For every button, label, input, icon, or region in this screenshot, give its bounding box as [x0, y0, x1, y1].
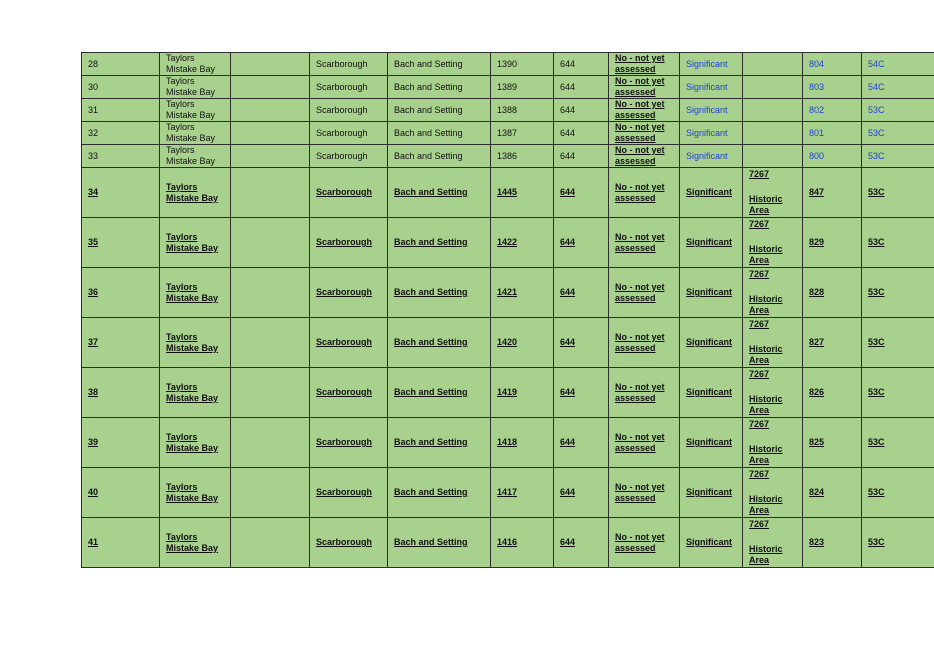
cell-planning-map: 53C: [862, 145, 934, 168]
cell-planning-map: 53C: [862, 518, 934, 568]
cell-locality: Taylors Mistake Bay: [160, 268, 231, 318]
cell-significance: Significant: [680, 418, 743, 468]
cell-map-number: 644: [554, 318, 609, 368]
cell-heritage-area: [743, 145, 803, 168]
cell-significance: Significant: [680, 168, 743, 218]
cell-id: 38: [82, 368, 160, 418]
cell-heritage-type: Bach and Setting: [388, 268, 491, 318]
cell-id: 31: [82, 99, 160, 122]
cell-planning-map: 53C: [862, 99, 934, 122]
cell-planning-map: 53C: [862, 368, 934, 418]
cell-map-number: 644: [554, 268, 609, 318]
cell-id: 33: [82, 145, 160, 168]
cell-planning-map: 53C: [862, 122, 934, 145]
cell-significance: Significant: [680, 368, 743, 418]
cell-suburb: Scarborough: [310, 418, 388, 468]
cell-map-number: 644: [554, 218, 609, 268]
cell-id: 37: [82, 318, 160, 368]
cell-planning-map: 53C: [862, 318, 934, 368]
cell-locality: Taylors Mistake Bay: [160, 99, 231, 122]
table-row: [82, 218, 934, 268]
cell-planning-map: 53C: [862, 218, 934, 268]
table-row: [82, 145, 934, 168]
table-row: [82, 518, 934, 568]
table-row: [82, 418, 934, 468]
cell-id: 34: [82, 168, 160, 218]
cell-map-number: 644: [554, 418, 609, 468]
cell-blank: [231, 53, 310, 76]
cell-blank: [231, 418, 310, 468]
cell-blank: [231, 268, 310, 318]
cell-suburb: Scarborough: [310, 368, 388, 418]
cell-assessment-status: No - not yet assessed: [609, 168, 680, 218]
cell-locality: Taylors Mistake Bay: [160, 468, 231, 518]
cell-heritage-area: [743, 368, 803, 418]
cell-locality: Taylors Mistake Bay: [160, 53, 231, 76]
cell-suburb: Scarborough: [310, 76, 388, 99]
cell-heritage-type: Bach and Setting: [388, 145, 491, 168]
cell-id: 28: [82, 53, 160, 76]
table-row: [82, 99, 934, 122]
cell-suburb: Scarborough: [310, 53, 388, 76]
cell-significance: Significant: [680, 218, 743, 268]
cell-suburb: Scarborough: [310, 145, 388, 168]
cell-blank: [231, 368, 310, 418]
cell-blank: [231, 518, 310, 568]
cell-significance: Significant: [680, 53, 743, 76]
table-row: [82, 53, 934, 76]
heritage-area-label: Historic Area: [749, 194, 783, 215]
cell-heritage-area: [743, 99, 803, 122]
table-row: [82, 368, 934, 418]
cell-locality: Taylors Mistake Bay: [160, 76, 231, 99]
table-row: [82, 268, 934, 318]
cell-planning-map: 54C: [862, 76, 934, 99]
cell-heritage-type: Bach and Setting: [388, 468, 491, 518]
cell-reference: 1417: [491, 468, 554, 518]
cell-heritage-type: Bach and Setting: [388, 76, 491, 99]
cell-heritage-type: Bach and Setting: [388, 218, 491, 268]
heritage-number: 7267: [749, 169, 770, 179]
cell-blank: [231, 145, 310, 168]
cell-reference: 1387: [491, 122, 554, 145]
cell-locality: Taylors Mistake Bay: [160, 518, 231, 568]
cell-significance: Significant: [680, 318, 743, 368]
cell-item-number: 804: [803, 53, 862, 76]
heritage-area-label: Historic Area: [749, 294, 783, 315]
cell-item-number: 803: [803, 76, 862, 99]
heritage-schedule-table: [81, 52, 934, 568]
cell-suburb: Scarborough: [310, 318, 388, 368]
cell-reference: 1390: [491, 53, 554, 76]
cell-planning-map: 53C: [862, 268, 934, 318]
heritage-number: 7267: [749, 369, 770, 379]
cell-reference: 1389: [491, 76, 554, 99]
cell-item-number: 827: [803, 318, 862, 368]
cell-heritage-area: [743, 518, 803, 568]
cell-heritage-area: [743, 218, 803, 268]
cell-assessment-status: No - not yet assessed: [609, 418, 680, 468]
cell-reference: 1445: [491, 168, 554, 218]
cell-assessment-status: No - not yet assessed: [609, 53, 680, 76]
cell-heritage-type: Bach and Setting: [388, 368, 491, 418]
cell-item-number: 826: [803, 368, 862, 418]
cell-item-number: 800: [803, 145, 862, 168]
cell-locality: Taylors Mistake Bay: [160, 318, 231, 368]
heritage-number: 7267: [749, 419, 770, 429]
cell-heritage-area: [743, 168, 803, 218]
cell-item-number: 801: [803, 122, 862, 145]
cell-significance: Significant: [680, 76, 743, 99]
cell-item-number: 824: [803, 468, 862, 518]
cell-heritage-area: [743, 268, 803, 318]
heritage-number: 7267: [749, 469, 770, 479]
cell-suburb: Scarborough: [310, 99, 388, 122]
heritage-area-label: Historic Area: [749, 444, 783, 465]
cell-map-number: 644: [554, 518, 609, 568]
cell-heritage-area: [743, 468, 803, 518]
cell-map-number: 644: [554, 76, 609, 99]
cell-heritage-type: Bach and Setting: [388, 318, 491, 368]
heritage-number: 7267: [749, 319, 770, 329]
cell-reference: 1421: [491, 268, 554, 318]
cell-heritage-type: Bach and Setting: [388, 518, 491, 568]
cell-item-number: 847: [803, 168, 862, 218]
table-row: [82, 76, 934, 99]
cell-reference: 1418: [491, 418, 554, 468]
cell-assessment-status: No - not yet assessed: [609, 468, 680, 518]
heritage-number: 7267: [749, 219, 770, 229]
cell-item-number: 829: [803, 218, 862, 268]
cell-item-number: 802: [803, 99, 862, 122]
cell-blank: [231, 168, 310, 218]
cell-heritage-area: [743, 53, 803, 76]
cell-assessment-status: No - not yet assessed: [609, 218, 680, 268]
cell-map-number: 644: [554, 368, 609, 418]
table-row: [82, 122, 934, 145]
cell-heritage-type: Bach and Setting: [388, 53, 491, 76]
cell-locality: Taylors Mistake Bay: [160, 368, 231, 418]
cell-significance: Significant: [680, 122, 743, 145]
cell-suburb: Scarborough: [310, 518, 388, 568]
cell-heritage-area: [743, 76, 803, 99]
table-row: [82, 168, 934, 218]
cell-assessment-status: No - not yet assessed: [609, 99, 680, 122]
cell-suburb: Scarborough: [310, 268, 388, 318]
cell-heritage-area: [743, 418, 803, 468]
cell-map-number: 644: [554, 468, 609, 518]
cell-reference: 1422: [491, 218, 554, 268]
cell-reference: 1419: [491, 368, 554, 418]
cell-suburb: Scarborough: [310, 468, 388, 518]
table-body: [82, 53, 934, 568]
cell-locality: Taylors Mistake Bay: [160, 122, 231, 145]
cell-blank: [231, 218, 310, 268]
cell-blank: [231, 76, 310, 99]
cell-id: 39: [82, 418, 160, 468]
cell-heritage-area: [743, 318, 803, 368]
heritage-number: 7267: [749, 269, 770, 279]
cell-assessment-status: No - not yet assessed: [609, 122, 680, 145]
cell-locality: Taylors Mistake Bay: [160, 145, 231, 168]
cell-id: 40: [82, 468, 160, 518]
cell-heritage-type: Bach and Setting: [388, 99, 491, 122]
cell-locality: Taylors Mistake Bay: [160, 168, 231, 218]
cell-assessment-status: No - not yet assessed: [609, 518, 680, 568]
cell-significance: Significant: [680, 518, 743, 568]
cell-reference: 1388: [491, 99, 554, 122]
cell-map-number: 644: [554, 168, 609, 218]
cell-id: 32: [82, 122, 160, 145]
cell-assessment-status: No - not yet assessed: [609, 318, 680, 368]
heritage-number: 7267: [749, 519, 770, 529]
cell-planning-map: 53C: [862, 468, 934, 518]
cell-suburb: Scarborough: [310, 168, 388, 218]
cell-heritage-type: Bach and Setting: [388, 122, 491, 145]
cell-item-number: 828: [803, 268, 862, 318]
cell-map-number: 644: [554, 53, 609, 76]
cell-id: 30: [82, 76, 160, 99]
cell-blank: [231, 468, 310, 518]
cell-map-number: 644: [554, 99, 609, 122]
cell-significance: Significant: [680, 468, 743, 518]
cell-assessment-status: No - not yet assessed: [609, 268, 680, 318]
cell-id: 35: [82, 218, 160, 268]
heritage-area-label: Historic Area: [749, 494, 783, 515]
cell-reference: 1416: [491, 518, 554, 568]
heritage-area-label: Historic Area: [749, 394, 783, 415]
cell-heritage-type: Bach and Setting: [388, 168, 491, 218]
cell-planning-map: 53C: [862, 418, 934, 468]
cell-significance: Significant: [680, 145, 743, 168]
cell-locality: Taylors Mistake Bay: [160, 218, 231, 268]
cell-map-number: 644: [554, 145, 609, 168]
cell-id: 36: [82, 268, 160, 318]
heritage-area-label: Historic Area: [749, 344, 783, 365]
cell-locality: Taylors Mistake Bay: [160, 418, 231, 468]
cell-blank: [231, 122, 310, 145]
heritage-area-label: Historic Area: [749, 244, 783, 265]
cell-reference: 1386: [491, 145, 554, 168]
cell-heritage-area: [743, 122, 803, 145]
cell-assessment-status: No - not yet assessed: [609, 145, 680, 168]
cell-item-number: 823: [803, 518, 862, 568]
cell-blank: [231, 99, 310, 122]
cell-assessment-status: No - not yet assessed: [609, 368, 680, 418]
cell-map-number: 644: [554, 122, 609, 145]
cell-significance: Significant: [680, 99, 743, 122]
cell-item-number: 825: [803, 418, 862, 468]
cell-suburb: Scarborough: [310, 122, 388, 145]
heritage-area-label: Historic Area: [749, 544, 783, 565]
cell-planning-map: 53C: [862, 168, 934, 218]
cell-significance: Significant: [680, 268, 743, 318]
table-row: [82, 468, 934, 518]
cell-suburb: Scarborough: [310, 218, 388, 268]
cell-assessment-status: No - not yet assessed: [609, 76, 680, 99]
cell-reference: 1420: [491, 318, 554, 368]
cell-planning-map: 54C: [862, 53, 934, 76]
cell-id: 41: [82, 518, 160, 568]
table-row: [82, 318, 934, 368]
cell-blank: [231, 318, 310, 368]
cell-heritage-type: Bach and Setting: [388, 418, 491, 468]
